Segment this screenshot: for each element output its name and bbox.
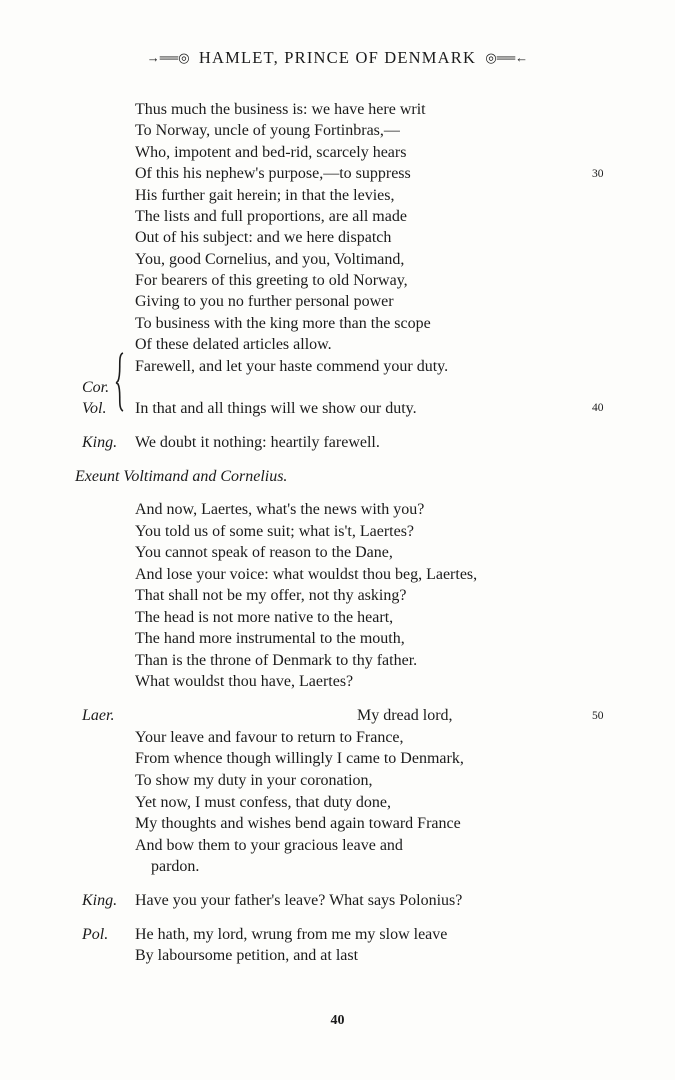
verse-line: Who, impotent and bed-rid, scarcely hears	[135, 144, 407, 161]
verse-line: Of these delated articles allow.	[135, 336, 332, 353]
verse-line: And lose your voice: what wouldst thou beg, Laertes,	[135, 566, 478, 583]
verse-line: Farewell, and let your haste commend your duty.	[135, 358, 449, 375]
speaker-vol: Vol.	[82, 400, 107, 417]
verse-line: pardon.	[151, 858, 200, 875]
verse-line: You, good Cornelius, and you, Voltimand,	[135, 251, 405, 268]
verse-line: In that and all things will we show our duty.	[135, 400, 417, 417]
stage-direction: Exeunt Voltimand and Cornelius.	[75, 468, 288, 485]
verse-line: We doubt it nothing: heartily farewell.	[135, 434, 380, 451]
verse-line: The lists and full proportions, are all made	[135, 208, 407, 225]
verse-line: Have you your father's leave? What says Polonius?	[135, 892, 463, 909]
verse-line: To business with the king more than the scope	[135, 315, 431, 332]
verse-line: He hath, my lord, wrung from me my slow leave	[135, 926, 448, 943]
running-header	[0, 48, 675, 68]
verse-line: From whence though willingly I came to Denmark,	[135, 750, 464, 767]
verse-line: His further gait herein; in that the levies,	[135, 187, 395, 204]
verse-line: To show my duty in your coronation,	[135, 772, 373, 789]
verse-line: Thus much the business is: we have here writ	[135, 101, 426, 118]
verse-line: For bearers of this greeting to old Norway,	[135, 272, 408, 289]
verse-line: Than is the throne of Denmark to thy father.	[135, 652, 418, 669]
verse-line: My dread lord,	[357, 707, 453, 724]
line-number: 30	[592, 168, 604, 180]
verse-line: Giving to you no further personal power	[135, 293, 394, 310]
verse-line: Yet now, I must confess, that duty done,	[135, 794, 391, 811]
verse-line: What wouldst thou have, Laertes?	[135, 673, 354, 690]
verse-line: Of this his nephew's purpose,—to suppress	[135, 165, 411, 182]
line-number: 50	[592, 710, 604, 722]
speaker-laer: Laer.	[82, 707, 115, 724]
speaker-pol: Pol.	[82, 926, 109, 943]
line-number: 40	[592, 402, 604, 414]
verse-line: Your leave and favour to return to France,	[135, 729, 404, 746]
brace-icon	[114, 352, 128, 412]
verse-line: That shall not be my offer, not thy asking?	[135, 587, 407, 604]
verse-line: My thoughts and wishes bend again toward France	[135, 815, 461, 832]
verse-line: The head is not more native to the heart,	[135, 609, 394, 626]
verse-line: You cannot speak of reason to the Dane,	[135, 544, 393, 561]
verse-line: And bow them to your gracious leave and	[135, 837, 403, 854]
verse-line: And now, Laertes, what's the news with you?	[135, 501, 425, 518]
page-number: 40	[330, 1013, 345, 1028]
verse-line: By laboursome petition, and at last	[135, 947, 359, 964]
speaker-king: King.	[82, 434, 118, 451]
speaker-king: King.	[82, 892, 118, 909]
speaker-cor: Cor.	[82, 379, 110, 396]
left-ornament-icon: →══◎	[146, 50, 190, 65]
verse-line: Out of his subject: and we here dispatch	[135, 229, 392, 246]
verse-line: You told us of some suit; what is't, Laertes?	[135, 523, 415, 540]
verse-line: To Norway, uncle of young Fortinbras,—	[135, 122, 400, 139]
right-ornament-icon: ◎══←	[485, 50, 529, 65]
running-title: HAMLET, PRINCE OF DENMARK	[198, 48, 477, 67]
verse-line: The hand more instrumental to the mouth,	[135, 630, 405, 647]
